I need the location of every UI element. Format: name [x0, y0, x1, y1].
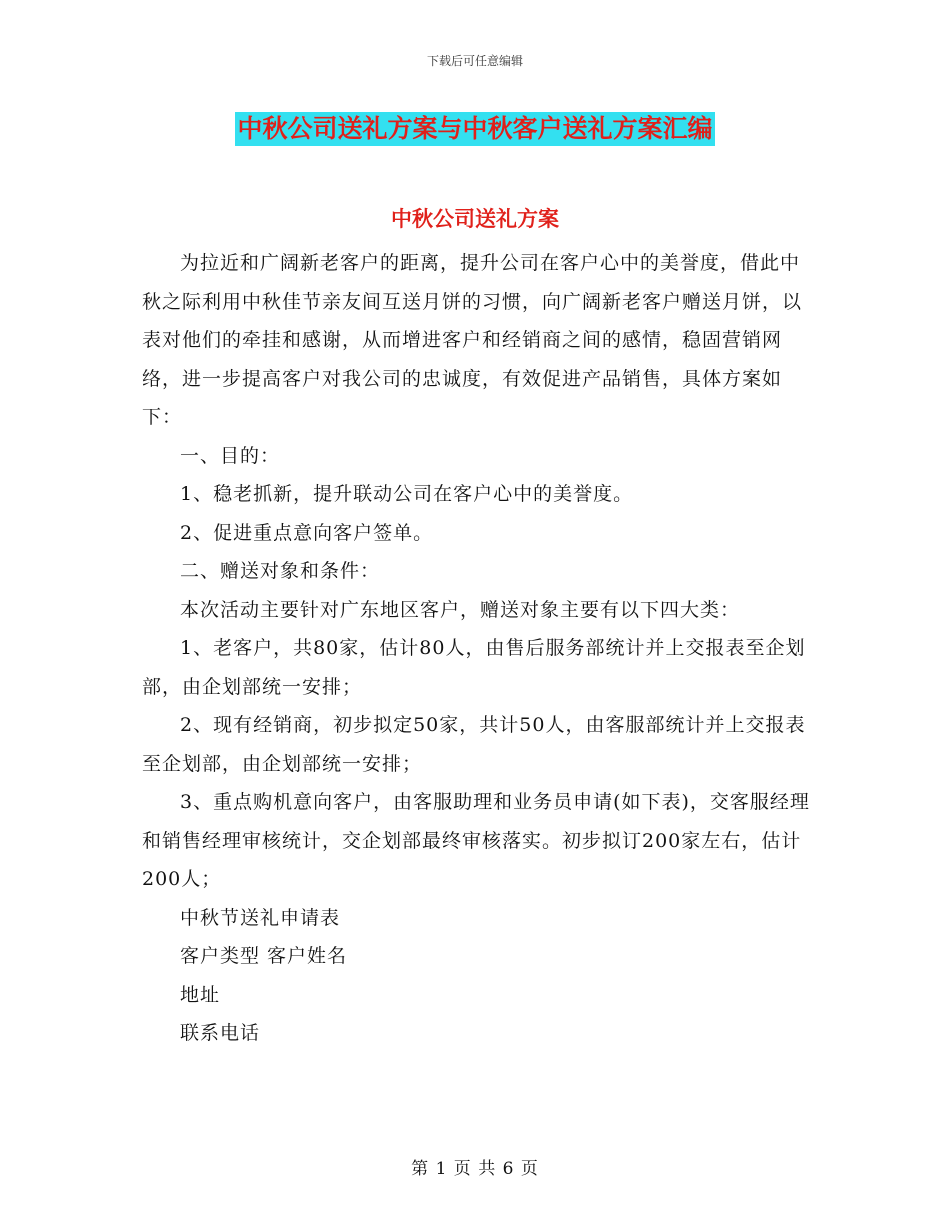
document-body — [142, 244, 810, 1053]
paragraph-recipients-heading: 二、赠送对象和条件： — [180, 560, 381, 582]
paragraph-purpose-heading: 一、目的： — [180, 444, 281, 467]
section-heading: 中秋公司送礼方案 — [391, 207, 559, 231]
document-title-container — [0, 112, 950, 146]
paragraph-purpose-2: 2、促进重点意向客户签单。 — [180, 521, 434, 544]
paragraph-intro: 为拉近和广阔新老客户的距离，提升公司在客户心中的美誉度，借此中秋之际利用中秋佳节亲友间互送月饼的习惯，向广阔新老客户赠送月饼，以表对他们的牵挂和感谢，从而增进客户和经销商之间的感情，稳固营销网络，进一步提高客户对我公司的忠诚度，有效促进产品销售，具体方案如下： — [142, 252, 803, 428]
paragraph-recipients-3: 3、重点购机意向客户，由客服助理和业务员申请(如下表)，交客服经理和销售经理审核统计，交企划部最终审核落实。初步拟订200家左右，估计200人； — [142, 791, 810, 890]
form-field-phone: 联系电话 — [180, 1022, 261, 1044]
page-header-note: 下载后可任意编辑 — [426, 54, 523, 68]
paragraph-recipients-2: 2、现有经销商，初步拟定50家，共计50人，由客服部统计并上交报表至企划部，由企划部统一安排； — [142, 714, 806, 775]
document-title: 中秋公司送礼方案与中秋客户送礼方案汇编 — [235, 112, 714, 146]
paragraph-recipients-1: 1、老客户，共80家，估计80人，由售后服务部统计并上交报表至企划部，由企划部统一安排； — [142, 637, 806, 698]
page-number-footer: 第 1 页 共 6 页 — [411, 1159, 539, 1179]
form-field-customer-type-name: 客户类型 客户姓名 — [180, 945, 348, 967]
form-title: 中秋节送礼申请表 — [180, 906, 341, 929]
paragraph-purpose-1: 1、稳老抓新，提升联动公司在客户心中的美誉度。 — [180, 483, 634, 505]
form-field-address: 地址 — [180, 983, 221, 1006]
paragraph-recipients-intro: 本次活动主要针对广东地区客户，赠送对象主要有以下四大类： — [180, 598, 741, 621]
